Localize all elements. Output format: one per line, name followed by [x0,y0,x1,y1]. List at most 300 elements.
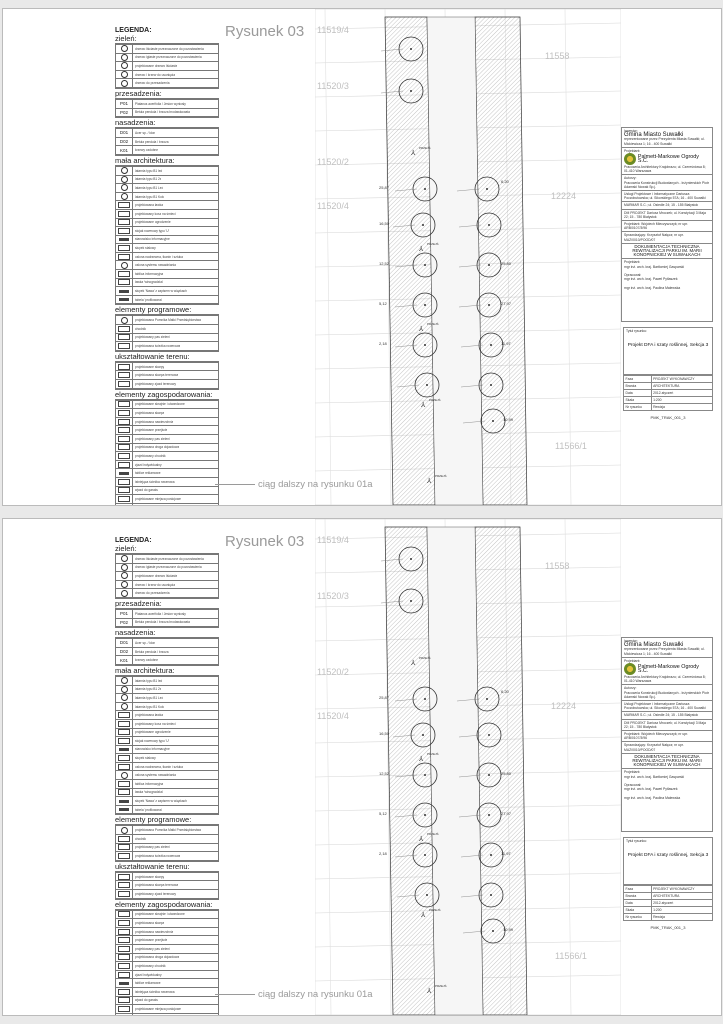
box-symbol-icon [118,729,130,735]
title-block [621,127,713,322]
box-symbol-icon [118,410,130,416]
legend-item-label: tablica informacyjna [135,781,164,786]
legend-item [116,589,218,598]
legend-item-label: projektowana Pomnika Matki Przedsiębiorstwa [135,828,201,833]
legend [115,537,219,1016]
legend-symbol [116,380,133,388]
legend-symbol [116,835,133,843]
box-symbol-icon [118,972,130,978]
legend-item [116,711,218,720]
box-symbol-icon [118,997,130,1003]
parcel-number: 11520/3 [317,81,349,91]
section-marker-icon: ⅄ [419,326,424,333]
legend-section-title: elementy programowe: [115,305,192,315]
legend-item [116,754,218,763]
legend-item-label: projektowane miejsca postojowe [135,496,181,501]
opracowal-name-1: mgr inż. arch. kraj. Paweł Pytlaszek [624,277,678,282]
opracowal-label: Opracował: [624,783,642,788]
author-4: DM PROJEKT Dariusz Mroczek; ul. Konstytucji 3 Maja 22; 15 - 780 Białystok [624,720,706,729]
legend-item [116,400,218,410]
legend-item [116,193,218,202]
tree-center [492,930,494,932]
legend-item-label: latarnia typu B1 Led [135,185,164,190]
section-marker-icon: ⅄ [421,402,426,409]
box-symbol-icon [118,326,130,332]
legend-item [116,780,218,789]
legend-item [116,296,218,305]
legend-symbol [116,1014,133,1016]
circle-symbol-icon [121,581,128,588]
legend-item-label: latarnia typu B1 Koło [135,704,165,709]
tree-center [424,774,426,776]
legend-item [116,910,218,920]
legend-section-title: zieleń: [115,544,137,553]
legend-item-label: projektowane przejście [135,938,168,943]
legend-section [115,98,219,118]
legend-item-label: tablice reklamowe [135,471,161,476]
legend-symbol [116,581,133,589]
legend-item-label: ławka 'winogradzka' [135,280,164,285]
legend-item [116,469,218,478]
section-marker-icon: ⅄ [411,660,416,667]
parcel-number: 12224 [551,191,577,201]
info-cell: 2012-styczeń [651,900,712,907]
project-title: Projekt DFA i szaty roślinnej, Sekcja 3 [627,853,709,858]
dimension-label: 27,97 [501,811,512,816]
box-symbol-icon [118,211,130,217]
box-symbol-icon [118,836,130,842]
legend-symbol [116,504,133,506]
continuation-note [215,479,373,490]
info-cell: Faza [624,886,652,893]
box-symbol-icon [118,401,130,407]
legend-item [116,872,218,882]
legend-symbol [116,564,133,572]
info-row [624,397,713,404]
section-tag: PRZEJŚ [435,474,447,478]
legend-item-label: projektowana nawierzchnia [135,929,174,934]
legend-item-label: drzewo do przesadzenia [135,81,170,86]
role-2: Sprawdzający: [624,743,647,748]
legend-code: D01 [119,640,129,646]
dimension-label: 2,18 [379,341,387,346]
legend-section-title: przesadzenia: [115,88,162,98]
box-symbol-icon [118,505,130,506]
dimension-label: 25,87 [379,695,390,700]
parcel-number: 11566/1 [555,441,587,451]
legend-section-title: ukształtowanie terenu: [115,351,190,361]
title-block [621,637,713,832]
legend-item-label: projektowane drzewo liściaste [135,63,178,68]
section-marker-icon: ⅄ [427,988,432,995]
box-symbol-icon [118,381,130,387]
legend-item-label: projektowane skrajnie i utwardzone [135,912,185,917]
legend-symbol [116,210,133,218]
legend-symbol [116,176,133,184]
info-cell: 1:200 [651,907,712,914]
legend-title: LEGENDA: [115,27,152,34]
legend-item [116,461,218,470]
firm-name: Palmett-Markowe Ogrody S.C. [637,153,699,165]
parcel-number: 11520/3 [317,591,349,601]
dimension-label: 5,12 [379,811,387,816]
tree-center [488,774,490,776]
circle-symbol-icon [121,193,128,200]
dimension-label: 25,80 [501,771,512,776]
circle-symbol-icon [121,262,128,269]
legend-item [116,128,218,138]
tree-center [490,344,492,346]
legend-symbol [116,936,133,944]
dimension-label: 11,97 [501,851,511,856]
legend-item [116,418,218,427]
site-plan [315,519,621,1015]
circle-symbol-icon [121,677,128,684]
section-marker-icon: ⅄ [419,756,424,763]
legend-item-label: drzewo liściaste przeznaczone do pozostawienia [135,46,204,51]
dimension-label: 5,12 [379,301,387,306]
legend-section-title: mała architektura: [115,665,175,675]
projektant-label: Projektant: [624,770,641,775]
legend-item-label: chodnik [135,326,146,331]
legend-item [116,609,218,619]
legend-item [116,936,218,945]
legend-item-label: stanowisko informacyjne [135,237,170,242]
legend-item-label: latarnia typu B1 Led [135,695,164,700]
legend-item [116,426,218,435]
box-symbol-icon [118,436,130,442]
project-title: Projekt DFA i szaty roślinnej, Sekcja 3 [627,343,709,348]
legend-symbol [116,737,133,745]
circle-symbol-icon [121,62,128,69]
legend-item-label: drzewo do przesadzenia [135,591,170,596]
legend-item-label: Betula pendula / brzoza [135,649,169,654]
legend-item-label: projektowany kosz na śmieci [135,721,176,726]
parcel-number: 11520/2 [317,157,349,167]
legend-item [116,71,218,80]
legend-item-label: krzewy ozdobne [135,148,159,153]
legend-item-label: Betula pendula / brzoza brodawkowata [135,620,190,625]
legend-item-label: Betula pendula / brzoza brodawkowata [135,110,190,115]
info-cell: Data [624,900,652,907]
info-cell: Skala [624,907,652,914]
doc-subtitle: REWITALIZACJI PARKU IM. MARII KONOPNICKIEJ W SUWAŁKACH [632,758,702,768]
parcel-number: 11558 [545,51,570,61]
legend-symbol [116,928,133,936]
legend-item-label: wjazd do garażu [135,998,159,1003]
section-marker-icon: ⅄ [427,478,432,485]
dimension-label: 16,50 [379,221,390,226]
legend-item [116,746,218,755]
legend-item-label: drzewo liściaste przeznaczone do pozostawienia [135,556,204,561]
circle-symbol-icon [121,772,128,779]
tree-center [488,814,490,816]
dimension-label: 25,87 [379,185,390,190]
legend-item [116,166,218,176]
legend-item-label: projektowany pas zieleni [135,436,170,441]
legend-item-label: projektowany chodnik [135,963,166,968]
authors-label: Autorzy: [624,176,637,181]
tree-center [426,894,428,896]
legend-symbol [116,729,133,737]
circle-symbol-icon [121,686,128,693]
legend-item [116,806,218,815]
legend-item [116,261,218,270]
legend-item-label: wjazd do garażu [135,488,159,493]
doc-title: DOKUMENTACJA TECHNICZNA [634,753,700,759]
legend-item [116,720,218,729]
box-symbol-icon [118,219,130,225]
box-symbol-icon [118,911,130,917]
info-cell: PROJEKT WYKONAWCZY [651,886,712,893]
legend-item [116,835,218,844]
legend-item-label: projektowane drzewo liściaste [135,573,178,578]
section-marker-icon: ⅄ [419,836,424,843]
info-cell: ARCHITEKTURA [651,893,712,900]
legend-item-label: istniejąca ścieżka rowerowa [135,989,175,994]
fill-symbol-icon [119,808,129,811]
legend-item-label: słupek stalowy [135,756,156,761]
box-symbol-icon [118,453,130,459]
info-row [624,900,713,907]
legend-symbol [116,452,133,460]
legend-symbol [116,694,133,702]
legend-symbol [116,227,133,235]
legend-symbol [116,720,133,728]
legend-item [116,362,218,372]
legend-symbol [116,62,133,70]
arrow-icon [215,994,255,995]
continuation-text: ciąg dalszy na rysunku 01a [258,989,373,1000]
legend-item [116,694,218,703]
legend-item [116,825,218,835]
box-symbol-icon [118,844,130,850]
box-symbol-icon [118,954,130,960]
legend-item [116,619,218,628]
tree-center [488,264,490,266]
legend-section [115,399,219,506]
legend-item [116,444,218,453]
legend-item-label: drzewo iglaste przeznaczone do pozostawienia [135,55,202,60]
legend-item-label: osłona systemu nawadniania [135,263,176,268]
firm-name: Palmett-Markowe Ogrody S.C. [637,663,699,675]
legend-item [116,676,218,686]
legend-item [116,890,218,899]
legend-item-label: zjazd indywidualny [135,972,162,977]
legend-symbol [116,572,133,580]
box-symbol-icon [118,228,130,234]
circle-symbol-icon [121,184,128,191]
investor-name: Gmina Miasto Suwałki [624,132,684,139]
legend-item [116,371,218,380]
legend-item [116,797,218,806]
legend-section-title: elementy zagospodarowania: [115,899,213,909]
tree-center [410,48,412,50]
legend-item [116,656,218,665]
firm-address: Pracownia Architektury Krajobrazu; ul. Czereśniowa 8; 01-410 Warszawa [624,165,706,174]
dimension-label: 10,99 [503,927,514,932]
box-symbol-icon [118,738,130,744]
legend-item [116,504,218,506]
dimension-label: 6,20 [501,179,509,184]
legend-item [116,62,218,71]
legend-item [116,99,218,109]
legend-section-title: elementy zagospodarowania: [115,389,213,399]
legend-body [115,35,219,506]
tree-center [424,188,426,190]
legend-symbol [116,244,133,252]
box-symbol-icon [118,874,130,880]
investor-name: Gmina Miasto Suwałki [624,642,684,649]
info-row [624,907,713,914]
name-1: Wojciech Mieczyszczyk; nr upr. ARB/0107/3/96 [624,732,689,741]
fill-symbol-icon [119,238,129,241]
legend-symbol [116,881,133,889]
legend-code: P02 [119,109,128,115]
dimension-label: 25,80 [501,261,512,266]
box-symbol-icon [118,419,130,425]
tree-center [490,854,492,856]
legend-item [116,146,218,155]
box-symbol-icon [118,882,130,888]
legend-section [115,824,219,861]
legend-section [115,361,219,390]
drawing-sheet-1 [2,8,722,506]
legend-item-label: projektowana ścieżka rowerowa [135,344,181,349]
box-symbol-icon [118,343,130,349]
opracowal-name-2: mgr inż. arch. kraj. Paulina Malewska [624,285,681,290]
legend-item-label: drzewo / krzew do usunięcia [135,582,176,587]
legend-symbol [116,287,133,295]
section-tag: PRZEJŚ [427,242,439,246]
legend-item [116,638,218,648]
tree-center [410,600,412,602]
legend-item-label: projektowane przejście [135,428,168,433]
legend-item-label: projektowana ławka [135,203,163,208]
fill-symbol-icon [119,472,129,475]
legend-symbol [116,296,133,304]
tree-center [490,894,492,896]
legend-item-label: stojak rowerowy typu 'U' [135,228,170,233]
circle-symbol-icon [121,80,128,87]
legend-symbol [116,703,133,711]
legend-symbol [116,334,133,342]
legend-section-title: nasadzenia: [115,628,156,638]
investor-address: reprezentowane przez Prezydenta Miasta Suwałki; ul. Mickiewicza 1; 16 - 400 Suwałki [624,647,705,656]
info-cell: PROJEKT WYKONAWCZY [651,376,712,383]
circle-symbol-icon [121,555,128,562]
legend-item-label: Platanus acerifolia / Jesion wyniosły [135,101,186,106]
circle-symbol-icon [121,167,128,174]
legend-item [116,763,218,772]
info-cell: Nr rysunku [624,914,652,921]
circle-symbol-icon [121,45,128,52]
legend-item [116,945,218,954]
legend-symbol [116,236,133,244]
legend-item-label: projektowane miejsca postojowe [135,1006,181,1011]
dimension-label: 12,52 [379,771,390,776]
legend-item [116,227,218,236]
legend-item [116,988,218,997]
legend-item-label: krzewy ozdobne [135,658,159,663]
legend-item [116,409,218,418]
info-row [624,893,713,900]
role-1: Projektant: [624,222,641,227]
legend-item [116,270,218,279]
tree-center [424,698,426,700]
continuation-note [215,989,373,1000]
legend-symbol [116,409,133,417]
section-marker-icon: ⅄ [419,246,424,253]
box-symbol-icon [118,781,130,787]
legend-symbol [116,342,133,350]
legend-item [116,325,218,334]
legend-item-label: tabela 'profilowana' [135,807,163,812]
box-symbol-icon [118,712,130,718]
box-symbol-icon [118,372,130,378]
legend-item [116,919,218,928]
tree-center [486,698,488,700]
parcel-number: 11520/4 [317,711,349,721]
legend-code: D02 [119,139,129,145]
legend-item-label: Platanus acerifolia / Jesion wyniosły [135,611,186,616]
legend-item [116,572,218,581]
tree-center [486,188,488,190]
legend-item [116,648,218,657]
legend-symbol [116,478,133,486]
legend-item-label: Acer sp. / klon [135,130,156,135]
circle-symbol-icon [121,703,128,710]
legend-item-label: projektowany chodnik [135,453,166,458]
road-strip-left [385,527,435,1015]
legend-item [116,79,218,88]
role-2: Sprawdzający: [624,233,647,238]
legend-symbol [116,656,133,664]
legend-symbol [116,789,133,797]
legend-symbol [116,988,133,996]
legend-symbol [116,184,133,192]
legend-symbol [116,109,133,117]
section-tag: PRZEJŚ [429,398,441,402]
tree-center [424,814,426,816]
legend-symbol [116,469,133,477]
legend-item [116,138,218,147]
legend-section-title: nasadzenia: [115,118,156,128]
legend-item [116,928,218,937]
investor-address: reprezentowane przez Prezydenta Miasta Suwałki; ul. Mickiewicza 1; 16 - 400 Suwałki [624,137,705,146]
dimension-label: 12,52 [379,261,390,266]
legend-item [116,554,218,564]
legend-symbol [116,444,133,452]
info-row [624,914,713,921]
legend-item-label: istniejąca ścieżka rowerowa [135,479,175,484]
box-symbol-icon [118,989,130,995]
box-symbol-icon [118,364,130,370]
info-cell: Rewizja [651,914,712,921]
legend-symbol [116,686,133,694]
info-row [624,886,713,893]
info-cell: Nr rysunku [624,404,652,411]
legend-symbol [116,610,133,618]
legend-item-label: tabela 'profilowana' [135,297,163,302]
circle-symbol-icon [121,317,128,324]
parcel-number: 11566/1 [555,951,587,961]
section-tag: PRZEJŚ [429,908,441,912]
legend-section [115,871,219,900]
tree-center [424,264,426,266]
legend-item-label: chodnik [135,836,146,841]
legend-symbol [116,962,133,970]
